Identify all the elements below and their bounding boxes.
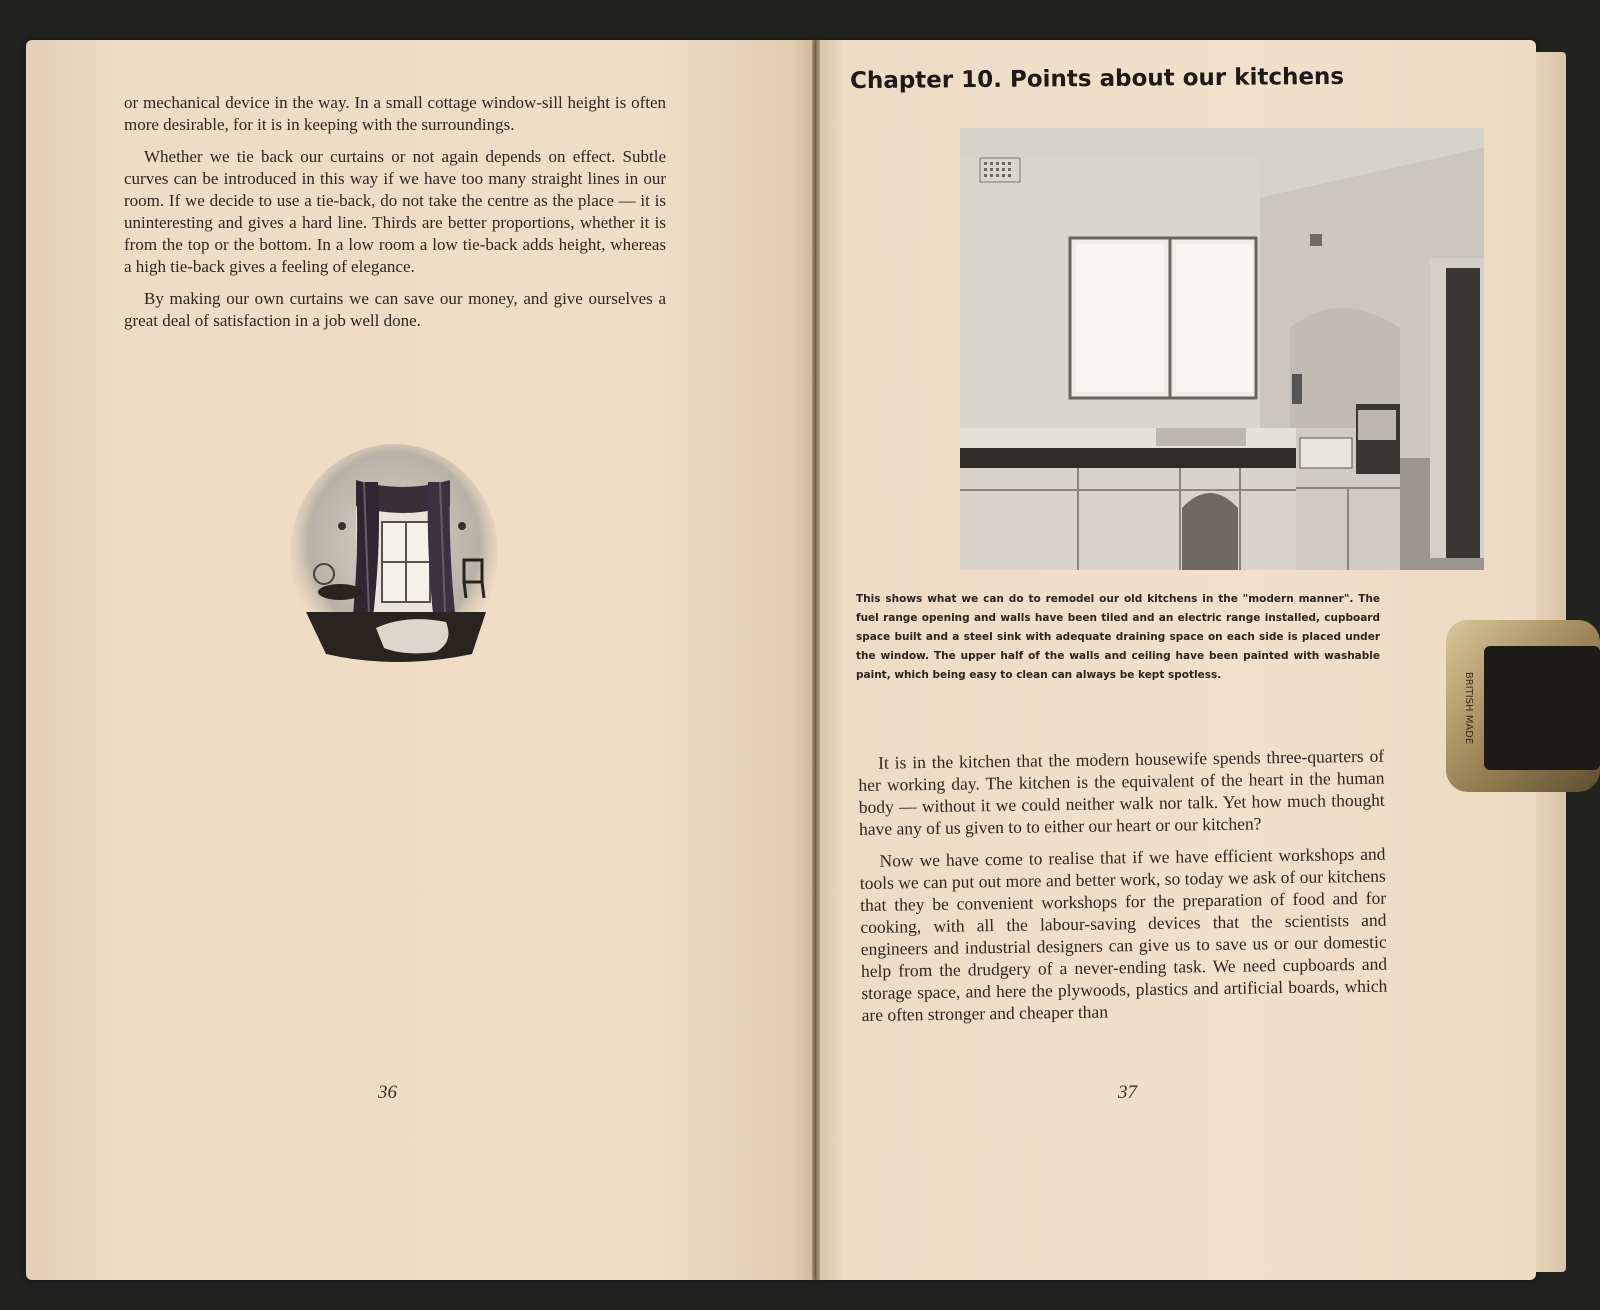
left-page-text (124, 92, 666, 342)
left-paragraph-2: Whether we tie back our curtains or not again depends on effect. Subtle curves can be introduced in this way if we have too many straight lines in our room. If we decide to use a tie-back, do not take the centre as the place — it is uninteresting and gives a hard line. Thirds are better proportions, whether it is from the top or the bottom. In a low room a low tie-back adds height, whereas a high tie-back gives a feeling of elegance. (124, 147, 666, 276)
clip-stamp: BRITISH MADE (1463, 671, 1474, 745)
kitchen-photograph (960, 128, 1484, 570)
photo-caption: This shows what we can do to remodel our old kitchens in the "modern manner". The fuel range opening and walls have been tiled and an electric range installed, cupboard space built and a steel sink with adequate draining space on each side is placed under the window. The upper half of the walls and ceiling have been painted with washable paint, which being easy to clean can always be kept spotless. (856, 593, 1380, 681)
left-paragraph-3: By making our own curtains we can save our money, and give ourselves a great deal of satisfaction in a job well done. (124, 289, 666, 330)
page-number-right: 37 (1118, 1082, 1137, 1103)
brass-page-clip (1444, 584, 1600, 804)
chapter-title: Chapter 10. Points about our kitchens (849, 63, 1345, 95)
right-page-text (858, 745, 1388, 1036)
curtain-window-illustration (286, 442, 506, 672)
left-paragraph-1: or mechanical device in the way. In a small cottage window-sill height is often more desirable, for it is in keeping with the surroundings. (124, 93, 666, 134)
right-paragraph-2: Now we have come to realise that if we have efficient workshops and tools we can put out more and better work, so today we ask of our kitchens that they be convenient workshops for the preparation of food and for cooking, with all the labour-saving devices that the scientists and engineers and industrial designers can give us to save us or our domestic help from the drudgery of a never-ending task. We need cupboards and storage space, and here the plywoods, plastics and artificial boards, which are often stronger and cheaper than (859, 843, 1388, 1025)
right-paragraph-1: It is in the kitchen that the modern housewife spends three-quarters of her working day. The kitchen is the equivalent of the heart in the human body — without it we could neither walk nor talk. Yet how much thought have any of us given to to either our heart or our kitchen? (858, 745, 1385, 839)
page-number-left: 36 (378, 1082, 397, 1103)
book-spine (812, 40, 820, 1280)
